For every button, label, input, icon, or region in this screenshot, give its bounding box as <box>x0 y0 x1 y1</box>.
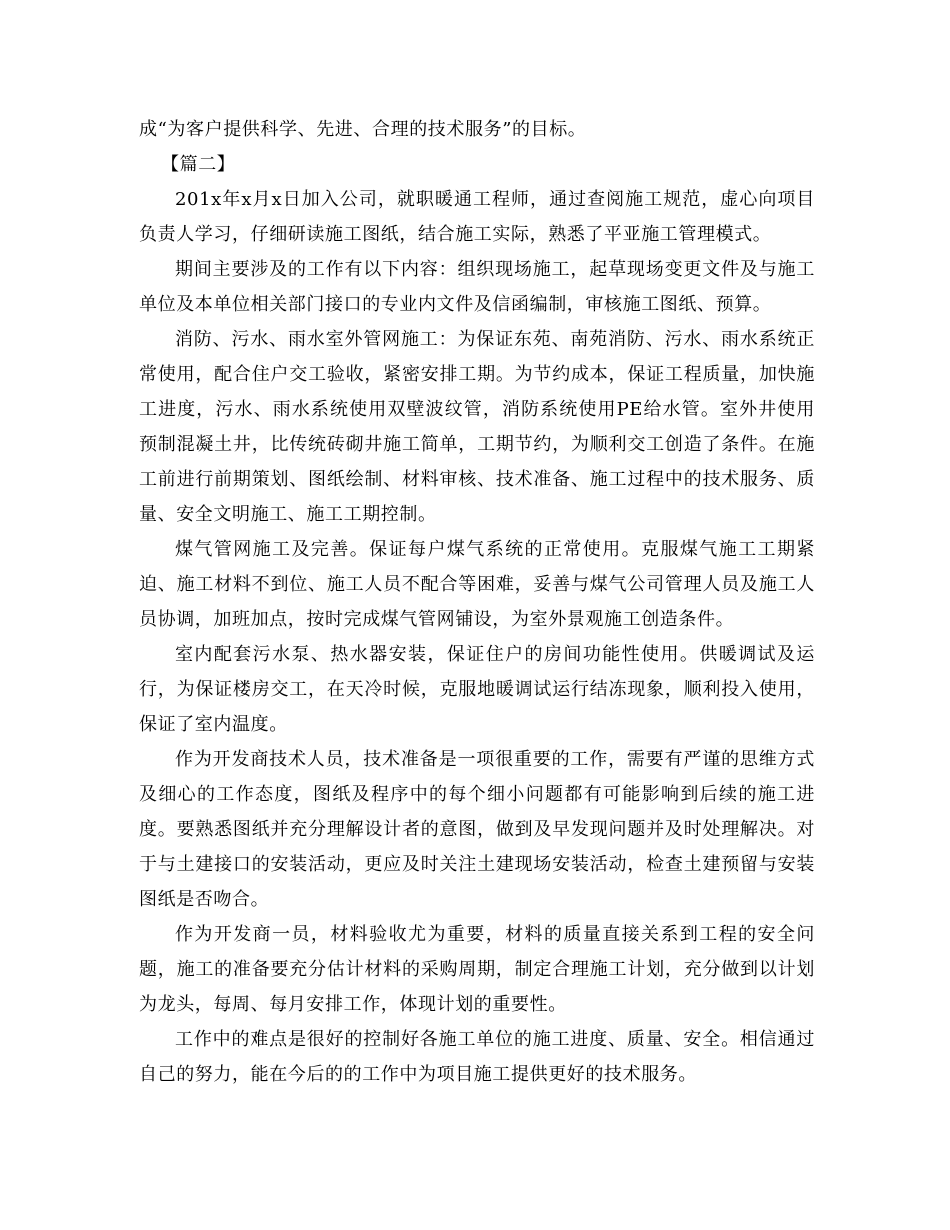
paragraph-outdoor-pipeline: 消防、污水、雨水室外管网施工：为保证东苑、南苑消防、污水、雨水系统正常使用，配合住户交工验收，紧密安排工期。为节约成本，保证工程质量，加快施工进度，污水、雨水系统使用双壁波纹管，消防系统使用PE给水管。室外井使用预制混凝土井，比传统砖砌井施工简单，工期节约，为顺利交工创造了条件。在施工前进行前期策划、图纸绘制、材料审核、技术准备、施工过程中的技术服务、质量、安全文明施工、施工工期控制。 <box>139 329 815 525</box>
paragraph-indoor-equipment: 室内配套污水泵、热水器安装，保证住户的房间功能性使用。供暖调试及运行，为保证楼房交工，在天冷时候，克服地暖调试运行结冻现象，顺利投入使用，保证了室内温度。 <box>139 644 815 735</box>
paragraph-work-scope: 期间主要涉及的工作有以下内容：组织现场施工，起草现场变更文件及与施工单位及本单位相关部门接口的专业内文件及信函编制，审核施工图纸、预算。 <box>139 259 815 315</box>
opening-line: 成“为客户提供科学、先进、合理的技术服务”的目标。 <box>139 119 587 140</box>
paragraph-material-acceptance: 作为开发商一员，材料验收尤为重要，材料的质量直接关系到工程的安全问题，施工的准备要充分估计材料的采购周期，制定合理施工计划，充分做到以计划为龙头，每周、每月安排工作，体现计划的重要性。 <box>139 924 815 1015</box>
paragraph-gas-network: 煤气管网施工及完善。保证每户煤气系统的正常使用。克服煤气施工工期紧迫、施工材料不到位、施工人员不配合等困难，妥善与煤气公司管理人员及施工人员协调，加班加点，按时完成煤气管网铺设，为室外景观施工创造条件。 <box>139 539 815 630</box>
paragraph-technical-preparation: 作为开发商技术人员，技术准备是一项很重要的工作，需要有严谨的思维方式及细心的工作态度，图纸及程序中的每个细小问题都有可能影响到后续的施工进度。要熟悉图纸并充分理解设计者的意图，做到及早发现问题并及时处理解决。对于与土建接口的安装活动，更应及时关注土建现场安装活动，检查土建预留与安装图纸是否吻合。 <box>139 749 815 910</box>
paragraph-difficulties: 工作中的难点是很好的控制好各施工单位的施工进度、质量、安全。相信通过自己的努力，能在今后的的工作中为项目施工提供更好的技术服务。 <box>139 1029 815 1085</box>
paragraph-join-company: 201x年x月x日加入公司，就职暖通工程师，通过查阅施工规范，虚心向项目负责人学习，仔细研读施工图纸，结合施工实际，熟悉了平亚施工管理模式。 <box>139 189 815 245</box>
document-body <box>139 112 815 1092</box>
section-heading: 【篇二】 <box>161 154 236 175</box>
